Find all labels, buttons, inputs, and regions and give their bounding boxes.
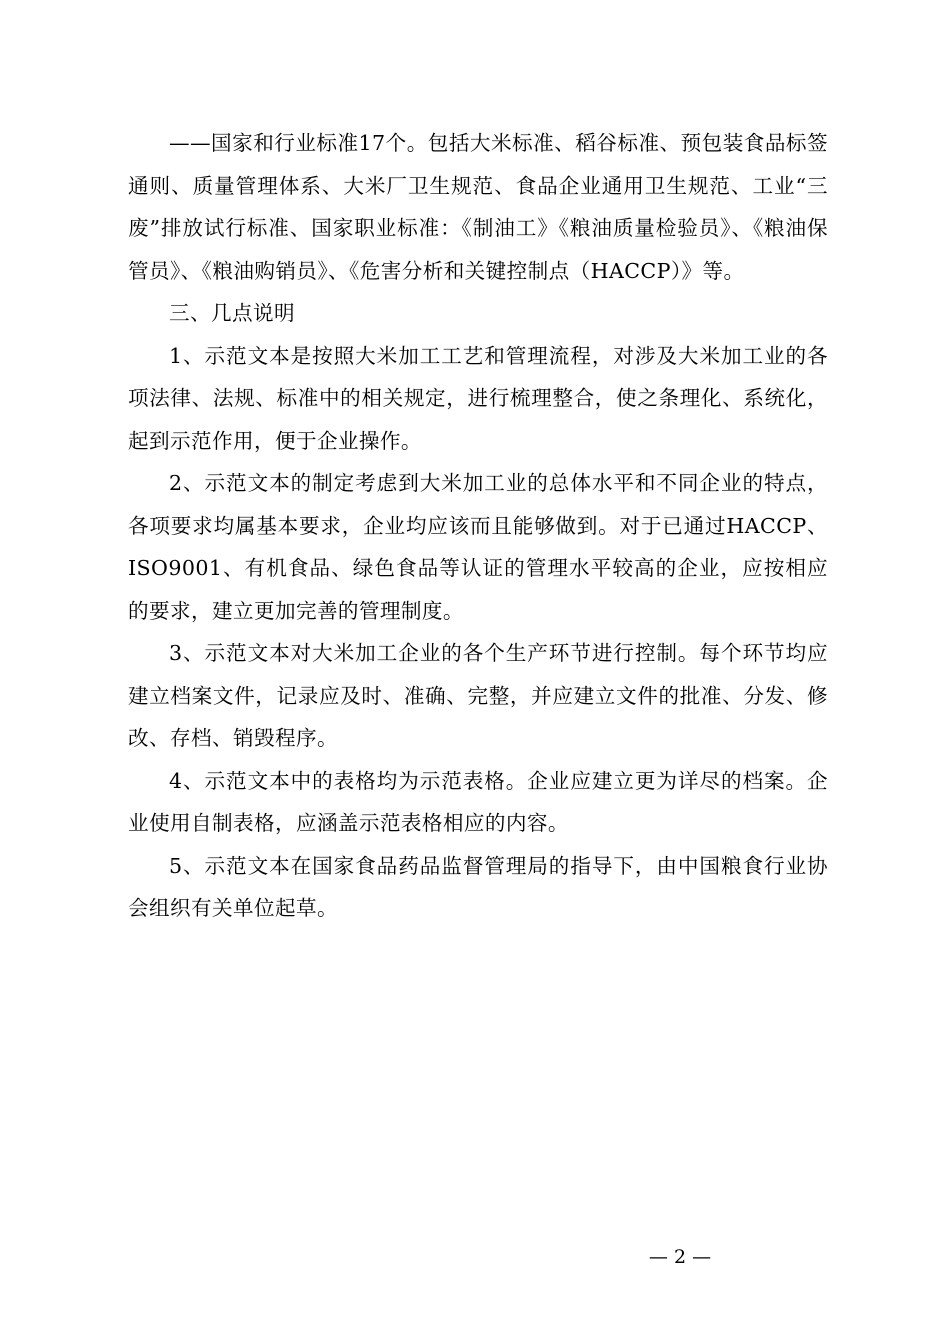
note-item-2: 2、示范文本的制定考虑到大米加工业的总体水平和不同企业的特点，各项要求均属基本要求，企业均应该而且能够做到。对于已通过HACCP、ISO9001、有机食品、绿色食品等认证的管理水平较高的企业，应按相应的要求，建立更加完善的管理制度。 xyxy=(128,471,828,623)
page-number: — 2 — xyxy=(648,1246,712,1268)
note-item-3: 3、示范文本对大米加工企业的各个生产环节进行控制。每个环节均应建立档案文件，记录应及时、准确、完整，并应建立文件的批准、分发、修改、存档、销毁程序。 xyxy=(128,641,828,750)
section-heading-notes: 三、几点说明 xyxy=(169,301,295,325)
note-item-1: 1、示范文本是按照大米加工工艺和管理流程，对涉及大米加工业的各项法律、法规、标准中的相关规定，进行梳理整合，使之条理化、系统化，起到示范作用，便于企业操作。 xyxy=(128,343,828,453)
note-item-5: 5、示范文本在国家食品药品监督管理局的指导下，由中国粮食行业协会组织有关单位起草。 xyxy=(128,853,828,920)
document-body xyxy=(128,122,828,930)
note-item-4: 4、示范文本中的表格均为示范表格。企业应建立更为详尽的档案。企业使用自制表格，应涵盖示范表格相应的内容。 xyxy=(128,768,828,835)
paragraph-national-standards: ——国家和行业标准17个。包括大米标准、稻谷标准、预包装食品标签通则、质量管理体系、大米厂卫生规范、食品企业通用卫生规范、工业“三废”排放试行标准、国家职业标准：《制油工》《粮油质量检验员》、《粮油保管员》、《粮油购销员》、《危害分析和关键控制点（HACCP）》等。 xyxy=(128,131,828,283)
